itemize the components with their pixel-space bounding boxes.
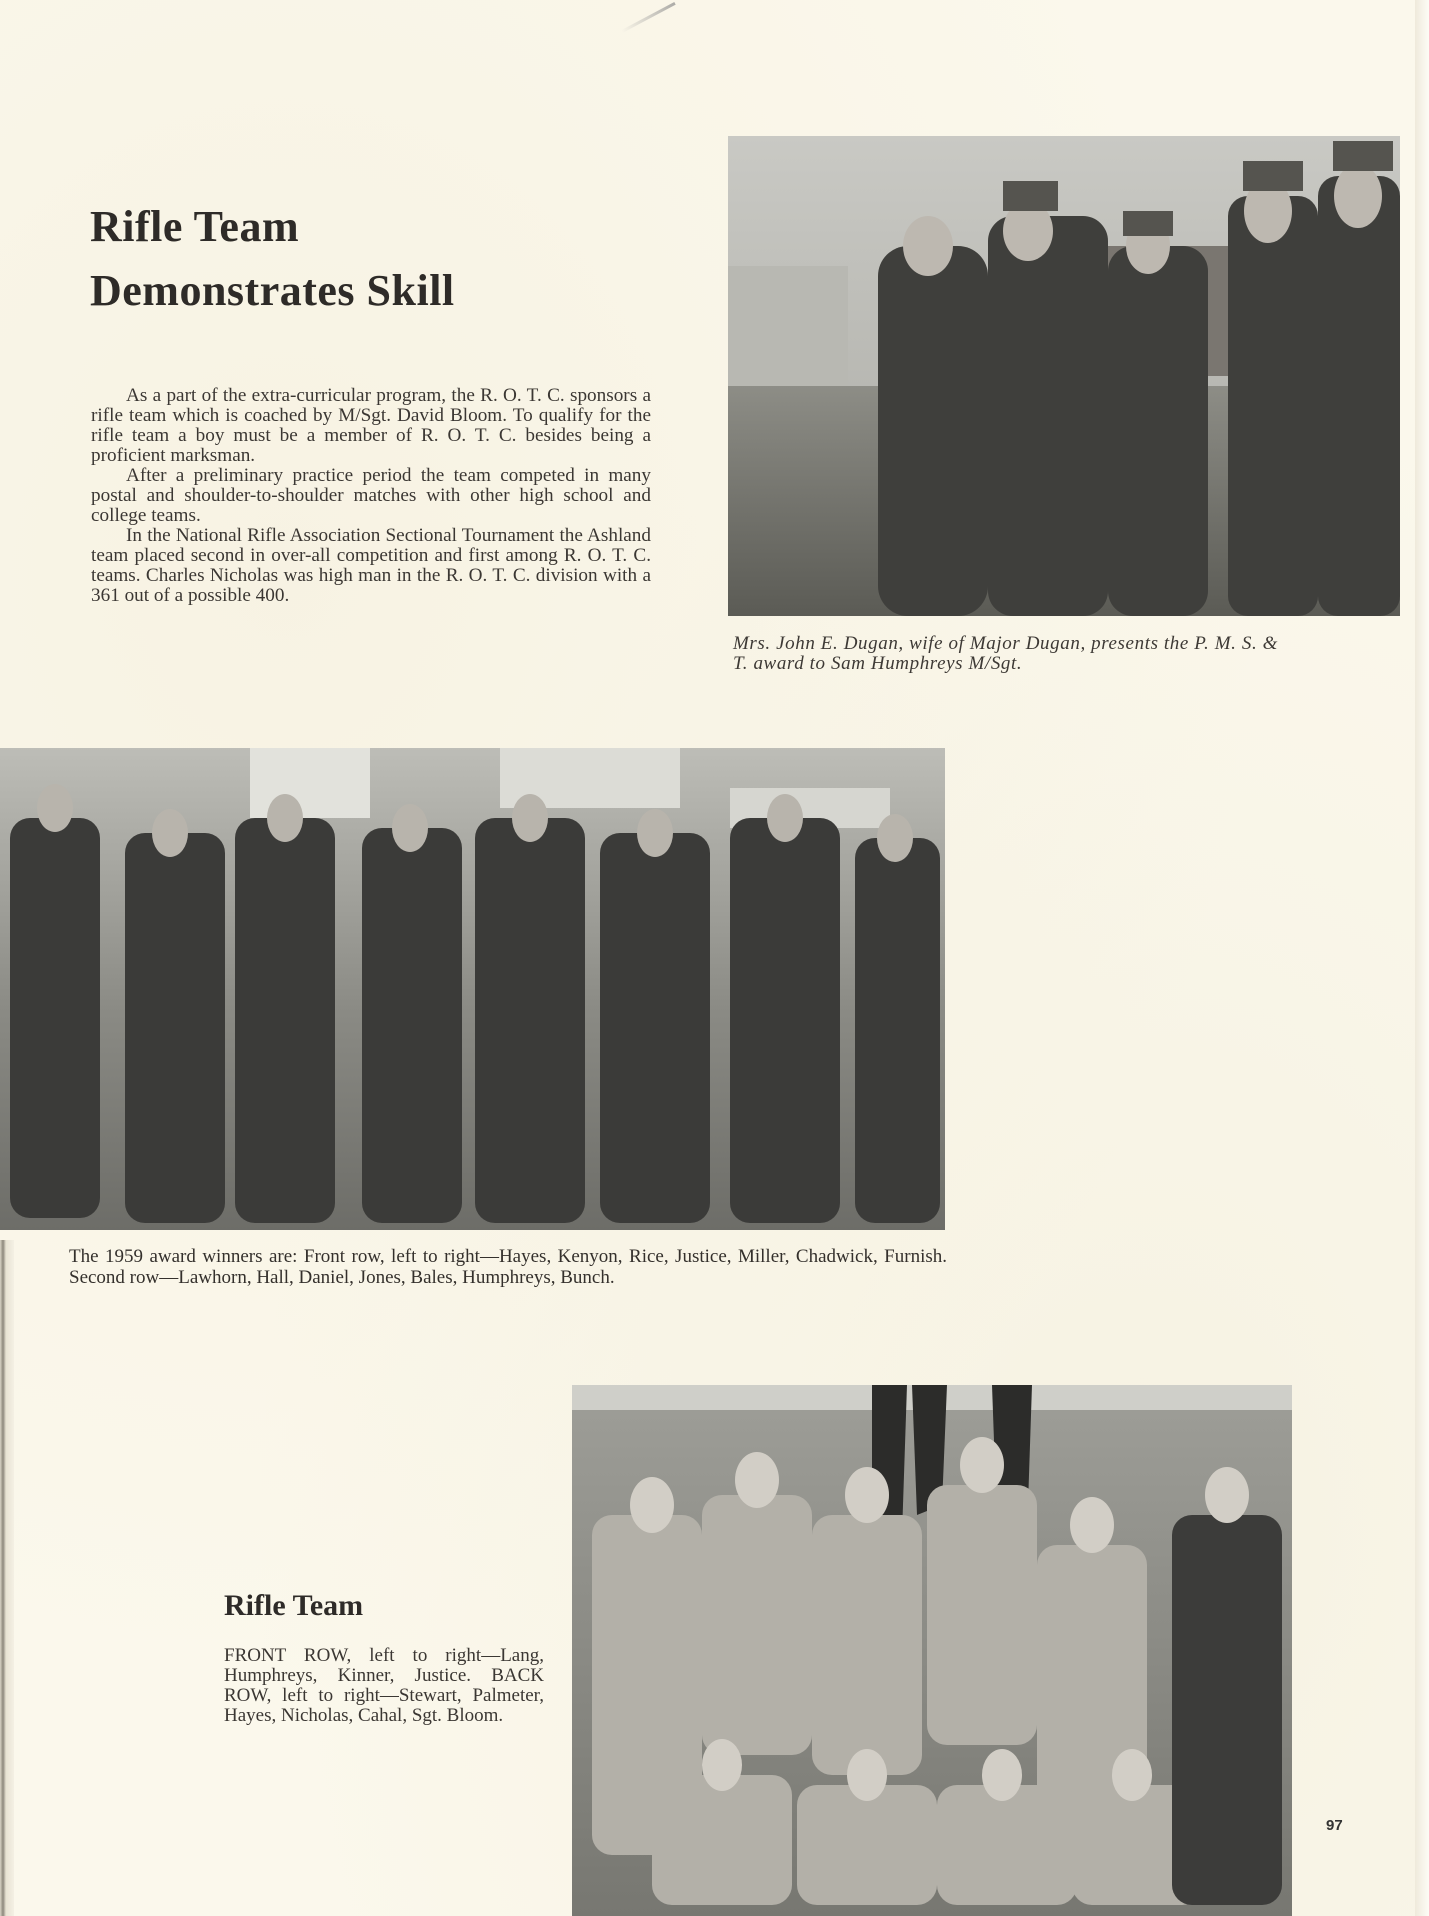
page-edge-right <box>1415 0 1429 1916</box>
headline-line-2: Demonstrates Skill <box>90 266 455 315</box>
article-paragraph: After a preliminary practice period the team competed in many postal and shoulder-to-shoulder matches with other high school and college teams. <box>91 465 651 526</box>
rifle-team-heading: Rifle Team <box>224 1589 364 1622</box>
page-number: 97 <box>1326 1817 1343 1834</box>
award-winners-photo-image <box>0 748 945 1230</box>
award-ceremony-caption: Mrs. John E. Dugan, wife of Major Dugan, presents the P. M. S. & T. award to Sam Humphreys M/Sgt. <box>733 633 1279 674</box>
award-winners-caption: The 1959 award winners are: Front row, left to right—Hayes, Kenyon, Rice, Justice, Miller, Chadwick, Furnish. Second row—Lawhorn, Hall, Daniel, Jones, Bales, Humphreys, Bunch. <box>69 1246 947 1288</box>
article-body <box>91 386 651 606</box>
rifle-team-photo-image <box>572 1385 1292 1916</box>
page-binding-edge <box>0 1240 14 1916</box>
award-winners-photo <box>0 748 945 1230</box>
rifle-team-caption: FRONT ROW, left to right—Lang, Humphreys, Kinner, Justice. BACK ROW, left to right—Stewart, Palmeter, Hayes, Nicholas, Cahal, Sgt. Bloom. <box>224 1645 544 1726</box>
article-paragraph: As a part of the extra-curricular program, the R. O. T. C. sponsors a rifle team which is coached by M/Sgt. David Bloom. To qualify for the rifle team a boy must be a member of R. O. T. C. besides being a proficient marksman. <box>91 385 651 466</box>
headline-line-1: Rifle Team <box>90 202 300 251</box>
rifle-team-photo <box>572 1385 1292 1916</box>
article-headline <box>90 195 455 323</box>
award-ceremony-photo <box>728 136 1400 616</box>
award-ceremony-photo-image <box>728 136 1400 616</box>
article-paragraph: In the National Rifle Association Sectional Tournament the Ashland team placed second in over-all competition and first among R. O. T. C. teams. Charles Nicholas was high man in the R. O. T. C. division with a 361 out of a possible 400. <box>91 525 651 606</box>
